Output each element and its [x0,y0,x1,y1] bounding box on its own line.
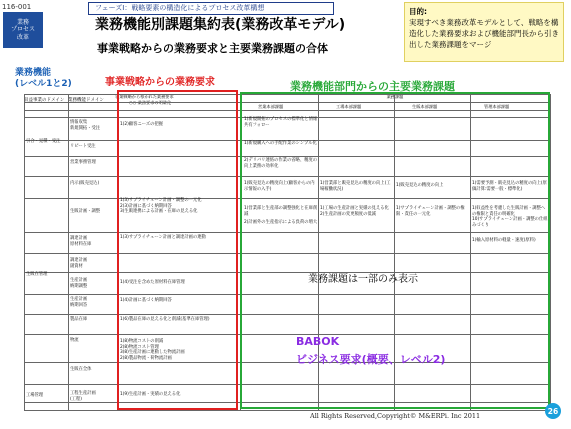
page-title: 業務機能別課題集約表(業務改革モデル) [95,17,346,33]
sales-issue-cell: 2)デリバリ連絡の作業の省略、精度の向上業務の効率化 [244,158,318,169]
babok-title: BABOK [296,335,340,348]
factory-issue-cell: 1)工場の生産計画と実績の見える化 2)生産計画の変更頻度の低減 [320,206,389,217]
issues-column-header: 業務課題 [386,94,404,99]
requirement-cell: 1)3)サプライチェーン計画と調達計画の連動 [120,235,206,240]
domain-column-header: 収益事業のドメイン [24,98,65,103]
function-cell: 生産計画 納期調整 [70,278,88,289]
copyright: All Rights Reserved,Copyright© M&ERPi. Inc 2011 [310,412,481,420]
requirement-cell: 1)6)製品在庫の見える化と削減(基準在庫管理) [120,317,210,322]
admin-issue-cell: 1)収益性を考慮した生販計画・調整への権限と責任の明確化 10)サプライチェーン計画・調整の仕組みづくり [472,206,548,228]
requirement-cell: 1)2)顧客ニーズの把握 [120,122,163,127]
babok-label [296,333,445,369]
process-reform-logo [3,12,43,48]
domain-cell: 生販在管理 [26,272,48,277]
business-function-label: 業務機能 (レベル1と2) [15,68,72,89]
sales-issue-cell: 1)販売見込の精度向上(顧客からの内示情報の入手) [244,181,315,192]
strategy-header-top: 事業戦略から導かれた業務要求 [115,94,174,99]
strategy-requirements-frame [117,90,238,410]
babok-subtitle: ビジネス要求(概要、レベル2) [296,353,446,366]
dept-issues-label: 業務機能部門からの主要業務課題 [290,80,455,93]
admin-issue-cell: 1)輸入原材料の軽量・速度(原料) [472,238,536,243]
function-cell: 営業事務管理 [70,160,96,165]
sales-issue-cell: 1)営業部と生産部の調整強化と在庫削減 [244,206,318,217]
partial-display-note: 業務課題は一部のみ表示 [308,274,418,285]
function-cell: 生販計画・調整 [70,209,101,214]
grid-col-line [550,94,551,410]
requirement-cell: 1)8)物流コストの削減 2)8)物流コスト管理 3)8)生産計画に連動した物流計画 2)8)製品物流・荷物流計画 [120,339,185,361]
prodsales-issue-cell: 1)サプライチェーン計画・調整の権限・責任の一元化 [396,206,465,217]
grid-col-line [24,94,25,410]
function-column-header: 業務機能ドメイン [68,98,104,103]
function-cell: 生産計画 納期回答 [70,297,88,308]
function-cell: 物流 [70,338,79,343]
issue-column-sales: 営業本部課題 [258,104,284,109]
page-subtitle: 事業戦略からの業務要求と主要業務課題の合体 [97,42,328,55]
domain-cell: 引合・見積・受注 [26,139,61,144]
issue-column-admin: 管理本部課題 [484,104,510,109]
prodsales-issue-cell: 1)販売見込の精度の向上 [396,183,444,188]
phase-label: フェーズⅠ：戦略要素の構造化によるプロセス改革構想 [88,2,334,15]
domain-cell: 工場管理 [26,393,44,398]
page-number-badge: 26 [545,403,561,419]
function-cell: 調達計画 原材料在庫 [70,236,92,247]
function-cell: 内示(販売見込) [70,181,100,186]
requirement-cell: 1)4)計画に基づく納期回答 [120,298,172,303]
strategy-header-sub: ○○ 業務要求の明確化 [129,100,172,105]
requirement-cell: 1)4)受注を含めた原材料在庫管理 [120,280,185,285]
function-cell: 製品在庫 [70,317,88,322]
requirement-cell: 1)9)生産計画・実績の見える化 [120,392,181,397]
issue-column-factory: 工場本部課題 [336,104,362,109]
function-cell: リピート受注 [70,144,96,149]
grid-row-line [24,410,550,411]
requirement-cell: 1)3)サプライチェーン計画・調整の一元化 2)3)計画に基づく納期回答 3)生販連携による計画・在庫の見える化 [120,198,202,214]
function-cell: 生販在全体 [70,367,92,372]
slide-id: 116-001 [2,3,32,11]
logo-text: 業務 プロセス 改革 [10,19,35,41]
sales-issue-cell: 1)新規購入への手配作業のシンプル化 [244,141,317,146]
function-cell: 調達計画 副資材 [70,258,88,269]
grid-col-line [68,94,69,410]
sales-issue-cell: 2)計画外の生産指示による負荷の増大 [244,220,318,225]
function-cell: 工程生産計画 (工程) [70,391,96,402]
strategy-requirements-label: 事業戦略からの業務要求 [105,77,215,88]
purpose-body: 実現すべき業務改革モデルとして、戦略を構造化した業務要求および機能部門長から引き出した業務課題をマージ [409,18,559,49]
factory-issue-cell: 1)営業部と販売見込の精度の向上(工場稼働状況) [320,181,391,192]
function-cell: 情報収集 新規開拓・受注 [70,120,101,131]
admin-issue-cell: 1)需要予測・販売見込の精度の向上(原価計算:需要一般・標準化) [472,181,547,192]
purpose-heading: 目的: [409,7,427,16]
purpose-box [404,2,564,62]
issue-column-prodsales: 生販本部課題 [412,104,438,109]
sales-issue-cell: 1)新規開拓のプロセスの標準化と情報共有フォロー [244,117,318,128]
